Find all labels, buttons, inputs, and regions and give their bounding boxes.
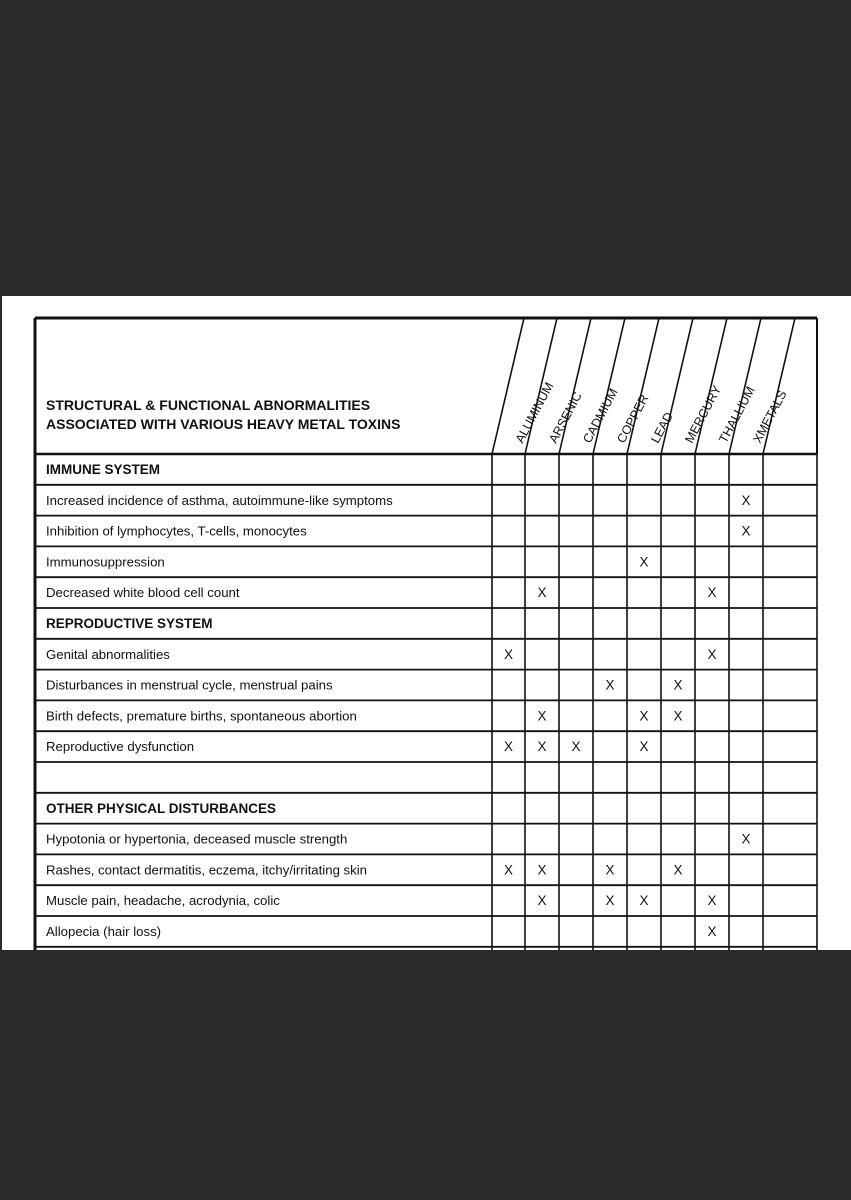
x-mark-arsenic: X	[537, 708, 547, 724]
column-header-lead: LEAD	[648, 410, 676, 446]
row-label: Hypotonia or hypertonia, deceased muscle strength	[46, 831, 348, 847]
row-label: Genital abnormalities	[46, 646, 170, 662]
x-mark-lead: X	[639, 554, 649, 570]
x-mark-copper: X	[605, 862, 615, 878]
column-header-copper: COPPER	[614, 392, 652, 446]
row-label: Decreased white blood cell count	[46, 585, 240, 601]
x-mark-arsenic: X	[537, 739, 547, 755]
x-mark-thallium: X	[707, 924, 717, 939]
x-mark-mercury: X	[673, 862, 683, 878]
x-mark-mercury: X	[673, 677, 683, 693]
row-label: Muscle pain, headache, acrodynia, colic	[46, 893, 280, 909]
row-label: Disturbances in menstrual cycle, menstrual pains	[46, 677, 333, 693]
x-mark-xmetals: X	[741, 523, 751, 539]
x-mark-thallium: X	[707, 893, 717, 909]
table-title-line-1: STRUCTURAL & FUNCTIONAL ABNORMALITIES	[46, 397, 371, 413]
x-mark-aluminum: X	[503, 862, 514, 878]
row-label: Birth defects, premature births, spontaneous abortion	[46, 708, 357, 724]
x-mark-xmetals: X	[741, 831, 751, 847]
x-mark-arsenic: X	[537, 893, 547, 909]
column-header-xmetals: XMETALS	[750, 388, 790, 446]
section-heading: IMMUNE SYSTEM	[46, 462, 161, 477]
document-page	[2, 296, 851, 950]
x-mark-copper: X	[605, 677, 615, 693]
row-label: Rashes, contact dermatitis, eczema, itchy/irritating skin	[46, 862, 368, 878]
x-mark-arsenic: X	[537, 862, 547, 878]
table-title-line-2: ASSOCIATED WITH VARIOUS HEAVY METAL TOXINS	[46, 416, 401, 432]
column-header-mercury: MERCURY	[682, 383, 725, 446]
column-header-aluminum: ALUMINUM	[512, 379, 557, 446]
x-mark-copper: X	[605, 893, 615, 909]
x-mark-aluminum: X	[503, 739, 514, 755]
row-label: Allopecia (hair loss)	[46, 924, 162, 939]
row-label: Immunosuppression	[46, 554, 165, 570]
x-mark-xmetals: X	[741, 492, 751, 508]
column-header-arsenic: ARSENIC	[546, 389, 585, 446]
section-heading: REPRODUCTIVE SYSTEM	[46, 616, 213, 631]
section-heading: OTHER PHYSICAL DISTURBANCES	[46, 800, 277, 816]
column-header-cadmium: CADMIUM	[580, 386, 621, 446]
x-mark-arsenic: X	[537, 585, 547, 601]
x-mark-aluminum: X	[503, 646, 514, 662]
x-mark-lead: X	[639, 739, 649, 755]
row-label: Reproductive dysfunction	[46, 739, 195, 755]
x-mark-lead: X	[639, 893, 649, 909]
x-mark-mercury: X	[673, 708, 683, 724]
x-mark-cadmium: X	[571, 739, 581, 755]
row-label: Increased incidence of asthma, autoimmune-like symptoms	[46, 492, 393, 508]
column-header-thallium: THALLIUM	[716, 384, 758, 446]
x-mark-lead: X	[639, 708, 649, 724]
x-mark-thallium: X	[707, 646, 717, 662]
abnormalities-table	[2, 296, 851, 950]
row-label: Inhibition of lymphocytes, T-cells, monocytes	[46, 523, 307, 539]
x-mark-thallium: X	[707, 585, 717, 601]
